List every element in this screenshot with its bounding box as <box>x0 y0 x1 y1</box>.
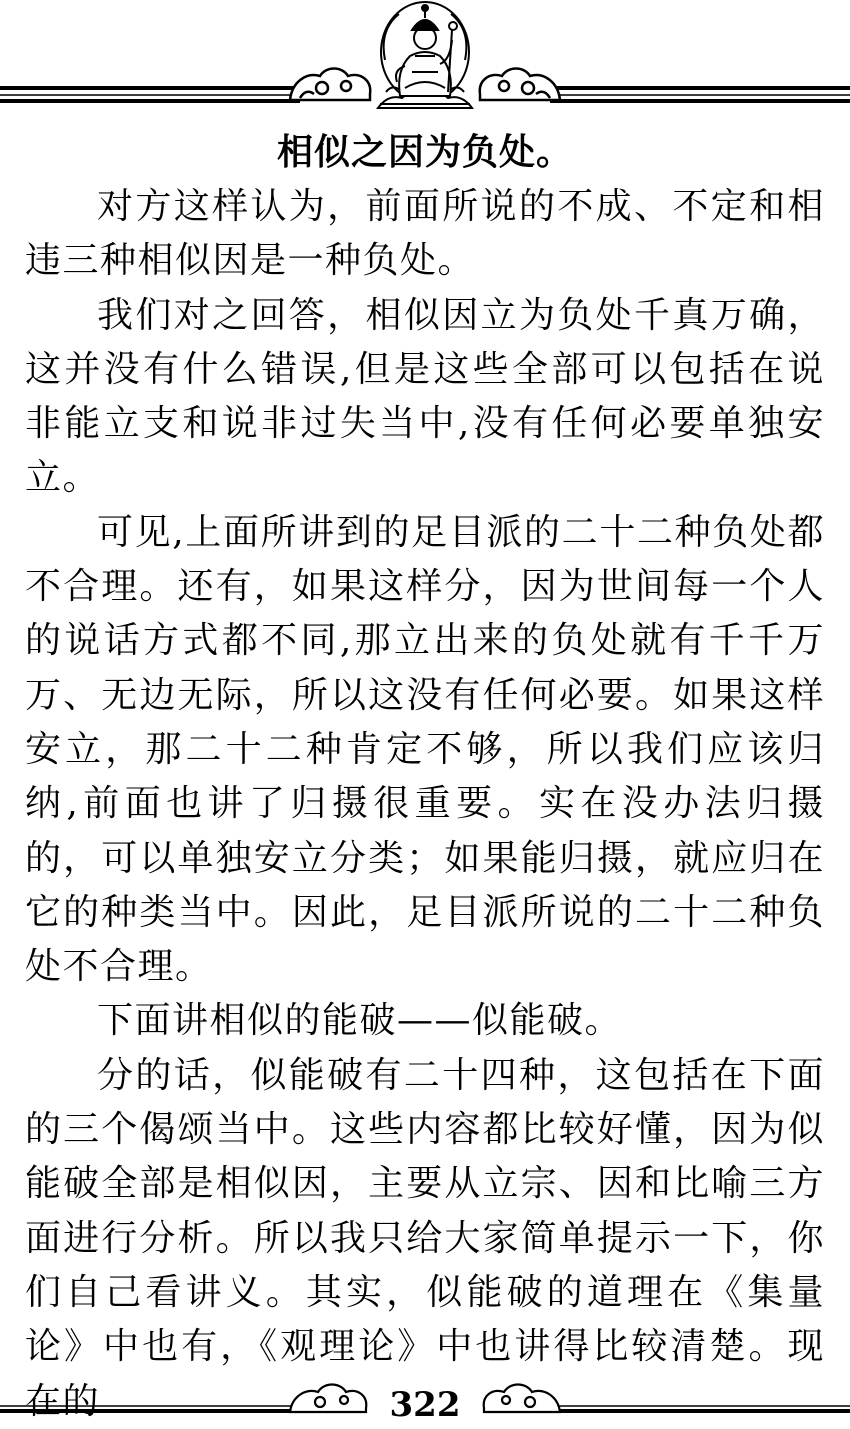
body-text <box>25 180 825 1429</box>
paragraph: 我们对之回答，相似因立为负处千真万确，这并没有什么错误,但是这些全部可以包括在说非能立支和说非过失当中,没有任何必要单独安立。 <box>25 294 825 499</box>
page-number: 322 <box>389 1385 461 1425</box>
paragraph: 下面讲相似的能破——似能破。 <box>97 1000 623 1042</box>
paragraph: 可见,上面所讲到的足目派的二十二种负处都不合理。还有，如果这样分，因为世间每一个人的说话方式都不同,那立出来的负处就有千千万万、无边无际，所以这没有任何必要。如果这样安立，那二十二种肯定不够，所以我们应该归纳,前面也讲了归摄很重要。实在没办法归摄的，可以单独安立分类；如果能归摄，就应归在它的种类当中。因此，足目派所说的二十二种负处不合理。 <box>25 511 825 988</box>
section-title: 相似之因为负处。 <box>276 131 573 173</box>
paragraph: 对方这样认为，前面所说的不成、不定和相违三种相似因是一种负处。 <box>25 186 825 282</box>
seated-deity-icon <box>378 2 472 108</box>
cloud-scroll-icon <box>480 69 560 101</box>
header-ornament <box>0 0 850 112</box>
cloud-scroll-icon <box>290 69 370 101</box>
page-header <box>0 0 850 112</box>
paragraph: 分的话，似能破有二十四种，这包括在下面的三个偈颂当中。这些内容都比较好懂，因为似能破全部是相似因，主要从立宗、因和比喻三方面进行分析。所以我只给大家简单提示一下，你们自己看讲义。其实，似能破的道理在《集量论》中也有，《观理论》中也讲得比较清楚。现在的 <box>25 1054 825 1422</box>
